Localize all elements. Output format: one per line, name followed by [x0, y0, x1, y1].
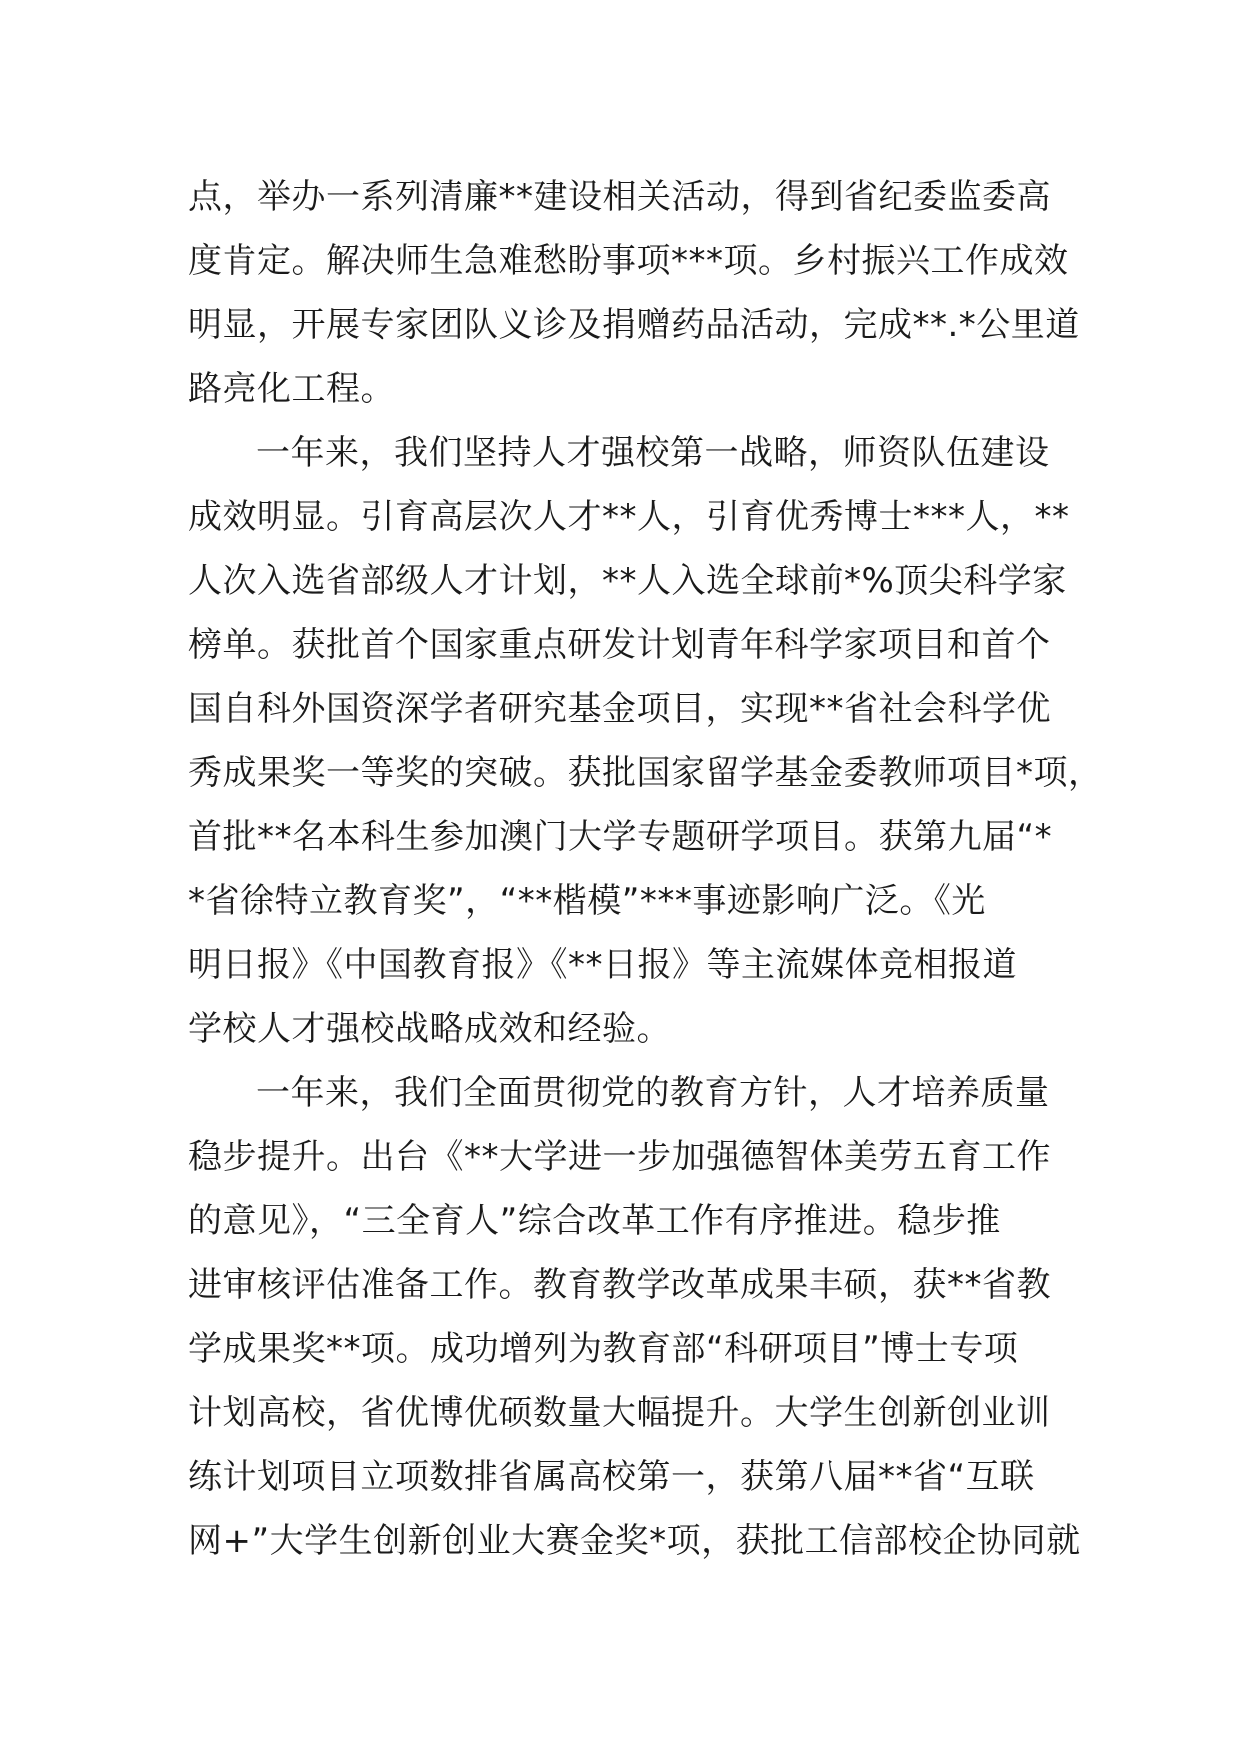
text-line: 一年来，我们坚持人才强校第一战略，师资队伍建设 — [256, 433, 1050, 473]
text-line: 明日报》《中国教育报》《**日报》等主流媒体竞相报道 — [188, 945, 1017, 985]
text-line: 首批**名本科生参加澳门大学专题研学项目。获第九届“* — [188, 817, 1053, 857]
text-line: 明显，开展专家团队义诊及捐赠药品活动，完成**.*公里道 — [188, 305, 1080, 345]
paragraph-2 — [188, 421, 1103, 1061]
paragraph-1 — [188, 165, 1080, 421]
text-line: 榜单。获批首个国家重点研发计划青年科学家项目和首个 — [188, 625, 1051, 665]
text-line: 稳步提升。出台《**大学进一步加强德智体美劳五育工作 — [188, 1137, 1051, 1177]
text-line: 人次入选省部级人才计划，**人入选全球前*%顶尖科学家 — [188, 561, 1067, 601]
text-line: 点，举办一系列清廉**建设相关活动，得到省纪委监委高 — [188, 177, 1051, 217]
text-line: *省徐特立教育奖”，“**楷模”***事迹影响广泛。《光 — [188, 881, 986, 921]
text-line: 网+”大学生创新创业大赛金奖*项，获批工信部校企协同就 — [188, 1521, 1081, 1561]
text-line: 计划高校，省优博优硕数量大幅提升。大学生创新创业训 — [188, 1393, 1051, 1433]
paragraph-3 — [188, 1061, 1081, 1573]
text-line: 的意见》，“三全育人”综合改革工作有序推进。稳步推 — [188, 1201, 1001, 1241]
text-line: 国自科外国资深学者研究基金项目，实现**省社会科学优 — [188, 689, 1051, 729]
text-line: 进审核评估准备工作。教育教学改革成果丰硕，获**省教 — [188, 1265, 1051, 1305]
text-line: 度肯定。解决师生急难愁盼事项***项。乡村振兴工作成效 — [188, 241, 1069, 281]
text-line: 成效明显。引育高层次人才**人，引育优秀博士***人，** — [188, 497, 1070, 537]
text-line: 一年来，我们全面贯彻党的教育方针，人才培养质量 — [256, 1073, 1050, 1113]
text-line: 路亮化工程。 — [188, 369, 395, 409]
document-body — [188, 165, 1103, 1573]
text-line: 学校人才强校战略成效和经验。 — [188, 1009, 671, 1049]
text-line: 学成果奖**项。成功增列为教育部“科研项目”博士专项 — [188, 1329, 1019, 1369]
text-line: 秀成果奖一等奖的突破。获批国家留学基金委教师项目*项， — [188, 753, 1103, 793]
text-line: 练计划项目立项数排省属高校第一，获第八届**省“互联 — [188, 1457, 1035, 1497]
